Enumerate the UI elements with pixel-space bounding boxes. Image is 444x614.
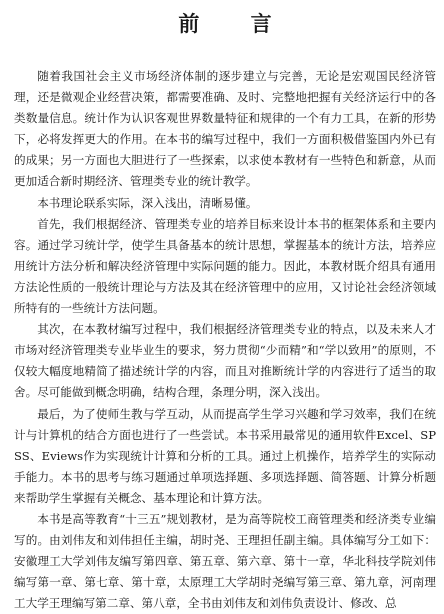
preface-paragraph-3: 首先，我们根据经济、管理类专业的培养目标来设计本书的框架体系和主要内容。通过学习统计学，使学生具备基本的统计思想，掌握基本的统计方法，培养应用统计方法分析和解决经济管理中实际问题的能力。因此，本教材既介绍具有通用方法论性质的一般统计理论与方法及其在经济管理中的应用，又讨论社会经济领域所特有的一些统计方法问题。 — [14, 216, 436, 316]
preface-paragraph-5: 最后，为了使师生教与学互动，从而提高学生学习兴趣和学习效率，我们在统计与计算机的结合方面也进行了一些尝试。本书采用最常见的通用软件Excel、SPSS、Eviews作为实现统计计算和分析的工具。通过上机操作，培养学生的实际动手能力。本书的思考与练习题通过单项选择题、多项选择题、简答题、计算分析题来帮助学生掌握有关概念、基本理论和计算方法。 — [14, 406, 436, 505]
preface-paragraph-4: 其次，在本教材编写过程中，我们根据经济管理类专业的特点，以及未来人才市场对经济管理类专业毕业生的要求，努力贯彻“少而精”和“学以致用”的原则，不仅较大幅度地精简了描述统计学的内容，而且对推断统计学的内容进行了适当的取舍。尽可能做到概念明确，结构合理，条理分明，深入浅出。 — [14, 322, 436, 400]
preface-paragraph-1: 随着我国社会主义市场经济体制的逐步建立与完善，无论是宏观国民经济管理，还是微观企业经营决策，都需要准确、及时、完整地把握有关经济运行中的各类数量信息。统计作为认识客观世界数量特征和规律的一个有力工具，在新的形势下，必将发挥更大的作用。在本书的编写过程中，我们一方面积极借鉴国内外已有的成果；另一方面也大胆进行了一些探索，以求使本教材有一些特色和新意，从而更加适合新时期经济、管理类专业的统计教学。 — [14, 69, 436, 189]
page-title: 前 言 — [178, 12, 294, 36]
preface-paragraph-6: 本书是高等教育“十三五”规划教材，是为高等院校工商管理类和经济类专业编写的。由刘伟友和刘伟担任主编，胡时尧、王理担任副主编。具体编写分工如下：安徽理工大学刘伟友编写第四章、第五章、第六章、第十一章，华北科技学院刘伟编写第一章、第七章、第十章，太原理工大学胡时尧编写第三章、第九章，河南理工大学王理编写第二章、第八章，全书由刘伟友和刘伟负责设计、修改、总 — [14, 511, 436, 611]
preface-paragraph-2: 本书理论联系实际，深入浅出，清晰易懂。 — [37, 195, 258, 210]
